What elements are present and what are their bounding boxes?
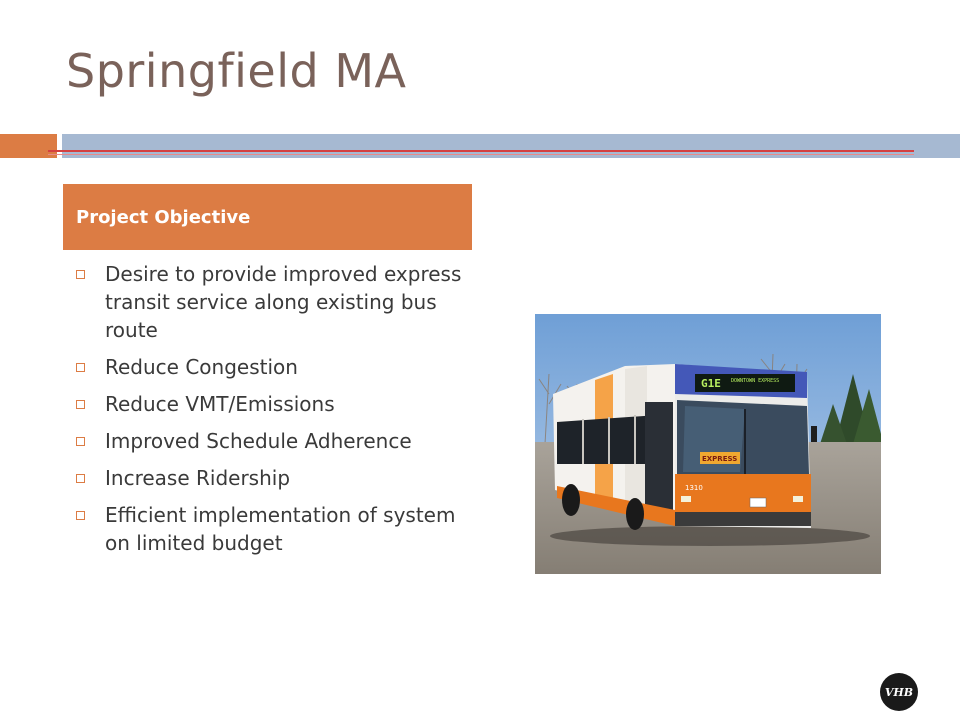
slide-title: Springfield MA — [66, 44, 407, 98]
bus-number: 1310 — [685, 484, 703, 492]
bullet-square-icon — [76, 474, 85, 483]
objective-list — [76, 260, 476, 566]
bus-photo — [535, 314, 881, 574]
bullet-text: Efficient implementation of system on limited budget — [105, 503, 456, 555]
route-sign-text: DOWNTOWN EXPRESS — [731, 378, 780, 384]
route-sign-number: G1E — [701, 377, 721, 390]
list-item — [76, 501, 476, 557]
list-item — [76, 464, 476, 492]
list-item — [76, 427, 476, 455]
bullet-square-icon — [76, 363, 85, 372]
list-item — [76, 353, 476, 381]
bullet-text: Improved Schedule Adherence — [105, 429, 412, 453]
list-item — [76, 260, 476, 344]
windshield-text: EXPRESS — [702, 455, 738, 463]
bullet-square-icon — [76, 400, 85, 409]
bullet-square-icon — [76, 511, 85, 520]
bullet-text: Increase Ridership — [105, 466, 291, 490]
list-item — [76, 390, 476, 418]
bullet-square-icon — [76, 270, 85, 279]
bullet-text: Reduce VMT/Emissions — [105, 392, 335, 416]
project-objective-label: Project Objective — [76, 206, 251, 228]
bullet-square-icon — [76, 437, 85, 446]
bullet-text: Reduce Congestion — [105, 355, 298, 379]
vhb-logo — [880, 673, 918, 711]
logo-text: VHB — [884, 685, 914, 699]
bullet-text: Desire to provide improved express transit service along existing bus route — [105, 262, 462, 342]
header-rule-secondary — [48, 154, 914, 155]
header-rule — [48, 150, 914, 152]
project-objective-header — [63, 184, 472, 250]
